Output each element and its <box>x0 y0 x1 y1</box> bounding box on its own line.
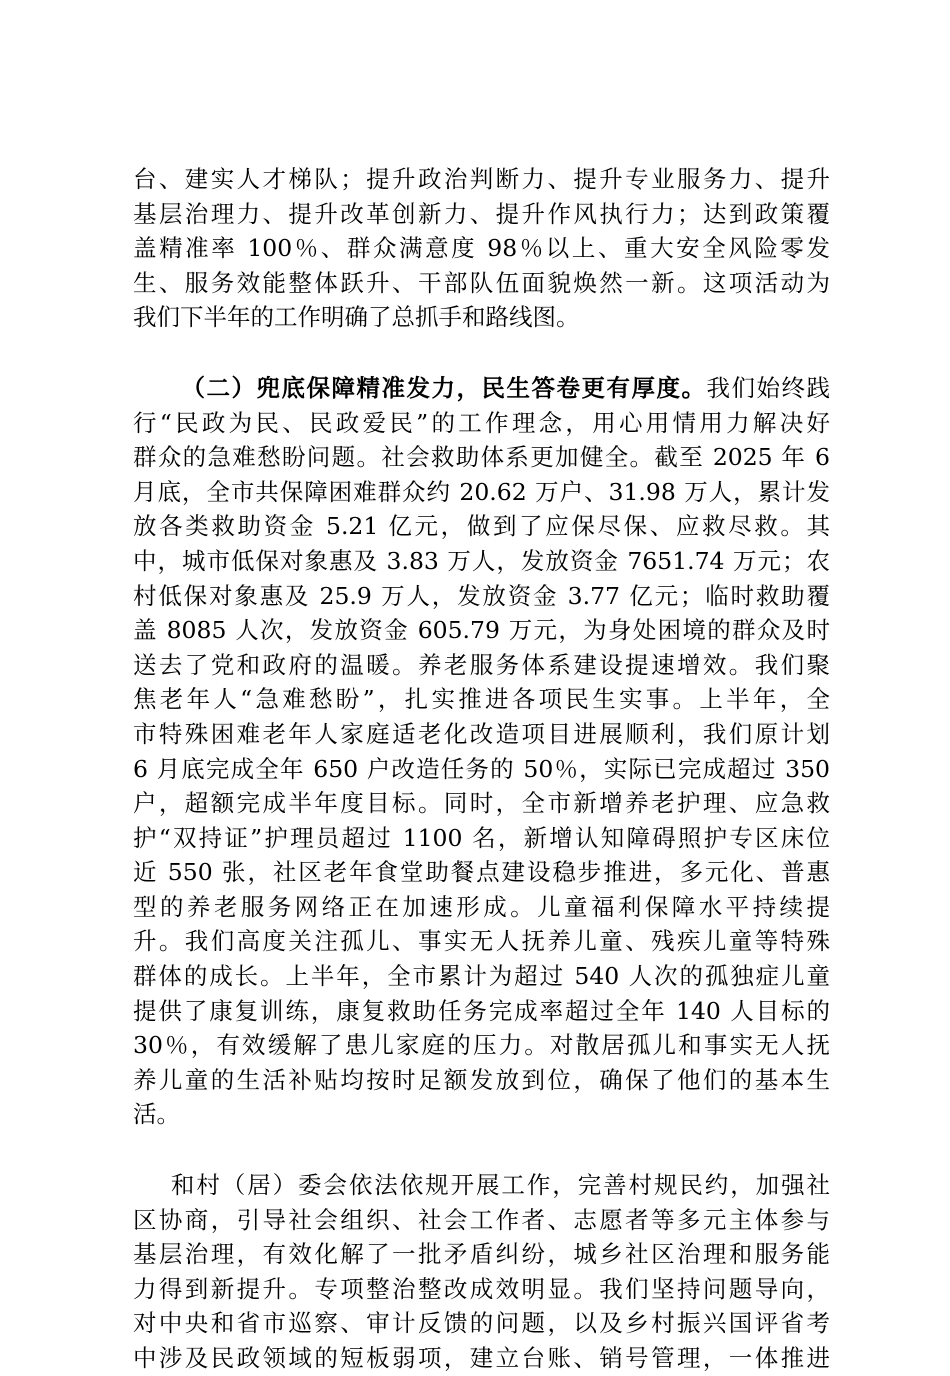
text-line: 台、建实人才梯队；提升政治判断力、提升专业服务力、提升 <box>133 165 830 193</box>
document-page <box>133 162 830 1376</box>
text-line: 群众的急难愁盼问题。社会救助体系更加健全。截至 2025 年 6 <box>133 443 830 472</box>
text-line: 升。我们高度关注孤儿、事实无人抚养儿童、残疾儿童等特殊 <box>133 927 830 956</box>
paragraph-1 <box>133 162 830 335</box>
text-line: 基层治理，有效化解了一批矛盾纠纷，城乡社区治理和服务能 <box>133 1240 830 1269</box>
text-line: 行“民政为民、民政爱民”的工作理念，用心用情用力解决好 <box>133 408 830 437</box>
paragraph-2 <box>133 371 830 1132</box>
text-line-with-heading <box>133 371 830 406</box>
text-line: 护“双持证”护理员超过 1100 名，新增认知障碍照护专区床位 <box>133 823 830 852</box>
text-line: 我们下半年的工作明确了总抓手和路线图。 <box>133 303 580 332</box>
text-line: 市特殊困难老年人家庭适老化改造项目进展顺利，我们原计划 <box>133 719 830 748</box>
section-heading: （二）兜底保障精准发力，民生答卷更有厚度。 <box>180 373 707 402</box>
text-line: 型的养老服务网络正在加速形成。儿童福利保障水平持续提 <box>133 892 830 921</box>
text-line: 月底，全市共保障困难群众约 20.62 万户、31.98 万人，累计发 <box>133 477 830 506</box>
text-line: 活。 <box>133 1100 180 1129</box>
text-line: 盖精准率 100％、群众满意度 98％以上、重大安全风险零发 <box>133 234 830 263</box>
text-line: 区协商，引导社会组织、社会工作者、志愿者等多元主体参与 <box>133 1205 830 1234</box>
text-line: 生、服务效能整体跃升、干部队伍面貌焕然一新。这项活动为 <box>133 268 830 297</box>
text-line: 30％，有效缓解了患儿家庭的压力。对散居孤儿和事实无人抚 <box>133 1031 830 1060</box>
text-line: 中，城市低保对象惠及 3.83 万人，发放资金 7651.74 万元；农 <box>133 546 830 575</box>
paragraph-3 <box>133 1168 830 1376</box>
text-line-content: 和村（居）委会依法依规开展工作，完善村规民约，加强社 <box>169 1171 830 1200</box>
text-line: 村低保对象惠及 25.9 万人，发放资金 3.77 亿元；临时救助覆 <box>133 581 830 610</box>
text-line: 群体的成长。上半年，全市累计为超过 540 人次的孤独症儿童 <box>133 962 830 991</box>
text-line: 户，超额完成半年度目标。同时，全市新增养老护理、应急救 <box>133 789 830 818</box>
text-line: 送去了党和政府的温暖。养老服务体系建设提速增效。我们聚 <box>133 650 830 679</box>
paragraph-spacer <box>133 335 830 371</box>
text-line: 对中央和省市巡察、审计反馈的问题，以及乡村振兴国评省考 <box>133 1309 830 1338</box>
text-line: 近 550 张，社区老年食堂助餐点建设稳步推进，多元化、普惠 <box>133 858 830 887</box>
text-line: 基层治理力、提升改革创新力、提升作风执行力；达到政策覆 <box>133 199 830 228</box>
text-line: 力得到新提升。专项整治整改成效明显。我们坚持问题导向， <box>133 1274 830 1303</box>
text-line: 焦老年人“急难愁盼”，扎实推进各项民生实事。上半年，全 <box>133 685 830 714</box>
text-line: 中涉及民政领域的短板弱项，建立台账、销号管理，一体推进 <box>133 1344 830 1372</box>
text-line-indented <box>133 1168 830 1203</box>
paragraph-spacer <box>133 1132 830 1168</box>
heading-line-rest: 我们始终践 <box>706 373 830 402</box>
text-line: 提供了康复训练，康复救助任务完成率超过全年 140 人目标的 <box>133 996 830 1025</box>
text-line: 养儿童的生活补贴均按时足额发放到位，确保了他们的基本生 <box>133 1065 830 1094</box>
text-line: 盖 8085 人次，发放资金 605.79 万元，为身处困境的群众及时 <box>133 616 830 645</box>
text-line: 6 月底完成全年 650 户改造任务的 50％，实际已完成超过 350 <box>133 754 830 783</box>
text-line: 放各类救助资金 5.21 亿元，做到了应保尽保、应救尽救。其 <box>133 512 830 541</box>
